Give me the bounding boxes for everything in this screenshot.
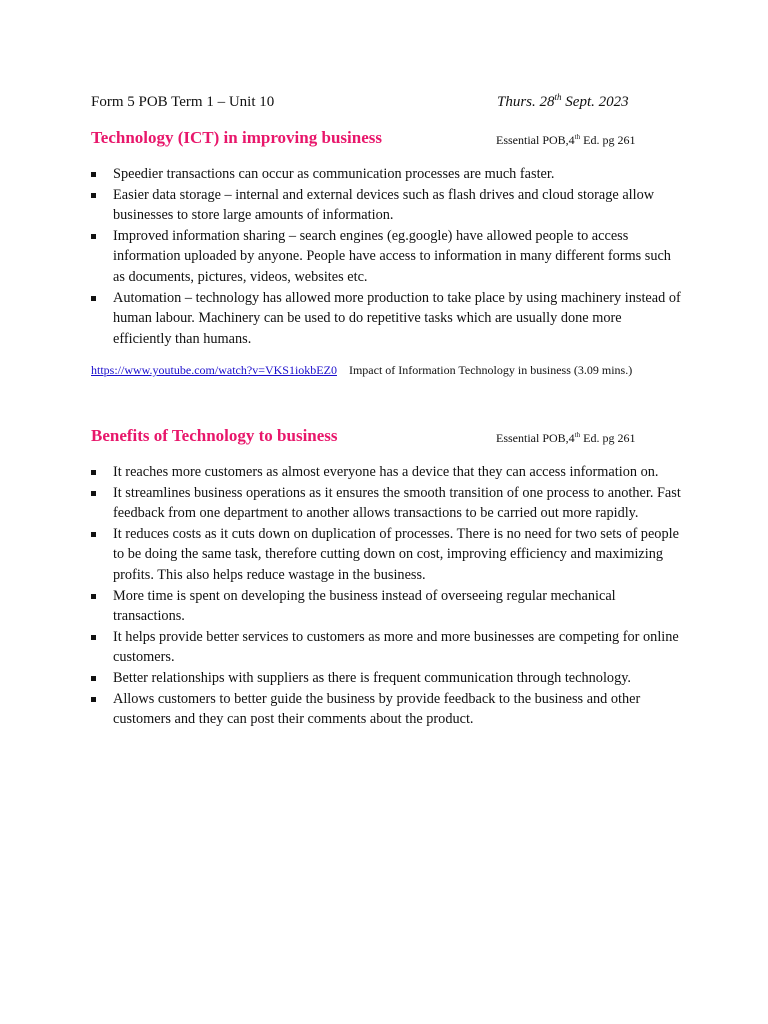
list-item: It streamlines business operations as it ensures the smooth transition of one process to another. Fast feedback from one department to another allows transactions to be carried out more rapidly.: [91, 483, 681, 524]
list-item: Easier data storage – internal and external devices such as flash drives and cloud storage allow businesses to store large amounts of information.: [91, 185, 681, 226]
list-item: It helps provide better services to customers as more and more businesses are competing for online customers.: [91, 627, 681, 668]
bullet-icon: [91, 635, 96, 640]
bullet-icon: [91, 697, 96, 702]
bullet-icon: [91, 491, 96, 496]
youtube-link[interactable]: https://www.youtube.com/watch?v=VKS1iokbEZ0: [91, 363, 337, 377]
bullet-icon: [91, 172, 96, 177]
ict-bullet-list: [91, 164, 681, 349]
list-item: Automation – technology has allowed more production to take place by using machinery instead of human labour. Machinery can be used to do repetitive tasks which are usually done more efficiently than humans.: [91, 288, 681, 350]
course-unit-label: Form 5 POB Term 1 – Unit 10: [91, 94, 275, 110]
list-item: More time is spent on developing the business instead of overseeing regular mechanical transactions.: [91, 586, 681, 627]
bullet-icon: [91, 193, 96, 198]
list-item: It reduces costs as it cuts down on duplication of processes. There is no need for two sets of people to be doing the same task, therefore cutting down on cost, improving efficiency and maximizing profits. This also helps reduce wastage in the business.: [91, 524, 681, 586]
list-item: Improved information sharing – search engines (eg.google) have allowed people to access information uploaded by anyone. People have access to information in many different forms such as documents, pictures, videos, websites etc.: [91, 226, 681, 288]
list-item: It reaches more customers as almost everyone has a device that they can access information on.: [91, 462, 681, 483]
section-title-ict: Technology (ICT) in improving business: [91, 128, 382, 147]
video-reference: [91, 363, 632, 378]
bullet-icon: [91, 234, 96, 239]
video-description: Impact of Information Technology in business (3.09 mins.): [348, 363, 633, 377]
benefits-bullet-list: [91, 462, 681, 730]
bullet-icon: [91, 296, 96, 301]
bullet-icon: [91, 470, 96, 475]
bullet-icon: [91, 676, 96, 681]
section-title-benefits: Benefits of Technology to business: [91, 426, 338, 445]
bullet-icon: [91, 594, 96, 599]
bullet-icon: [91, 532, 96, 537]
section-reference-benefits: Essential POB,4th Ed. pg 261: [496, 431, 636, 445]
list-item: Better relationships with suppliers as there is frequent communication through technology.: [91, 668, 681, 689]
lesson-date: Thurs. 28th Sept. 2023: [497, 92, 629, 110]
list-item: Allows customers to better guide the business by provide feedback to the business and other customers and they can post their comments about the product.: [91, 689, 681, 730]
section-reference-ict: Essential POB,4th Ed. pg 261: [496, 133, 636, 147]
list-item: Speedier transactions can occur as communication processes are much faster.: [91, 164, 681, 185]
